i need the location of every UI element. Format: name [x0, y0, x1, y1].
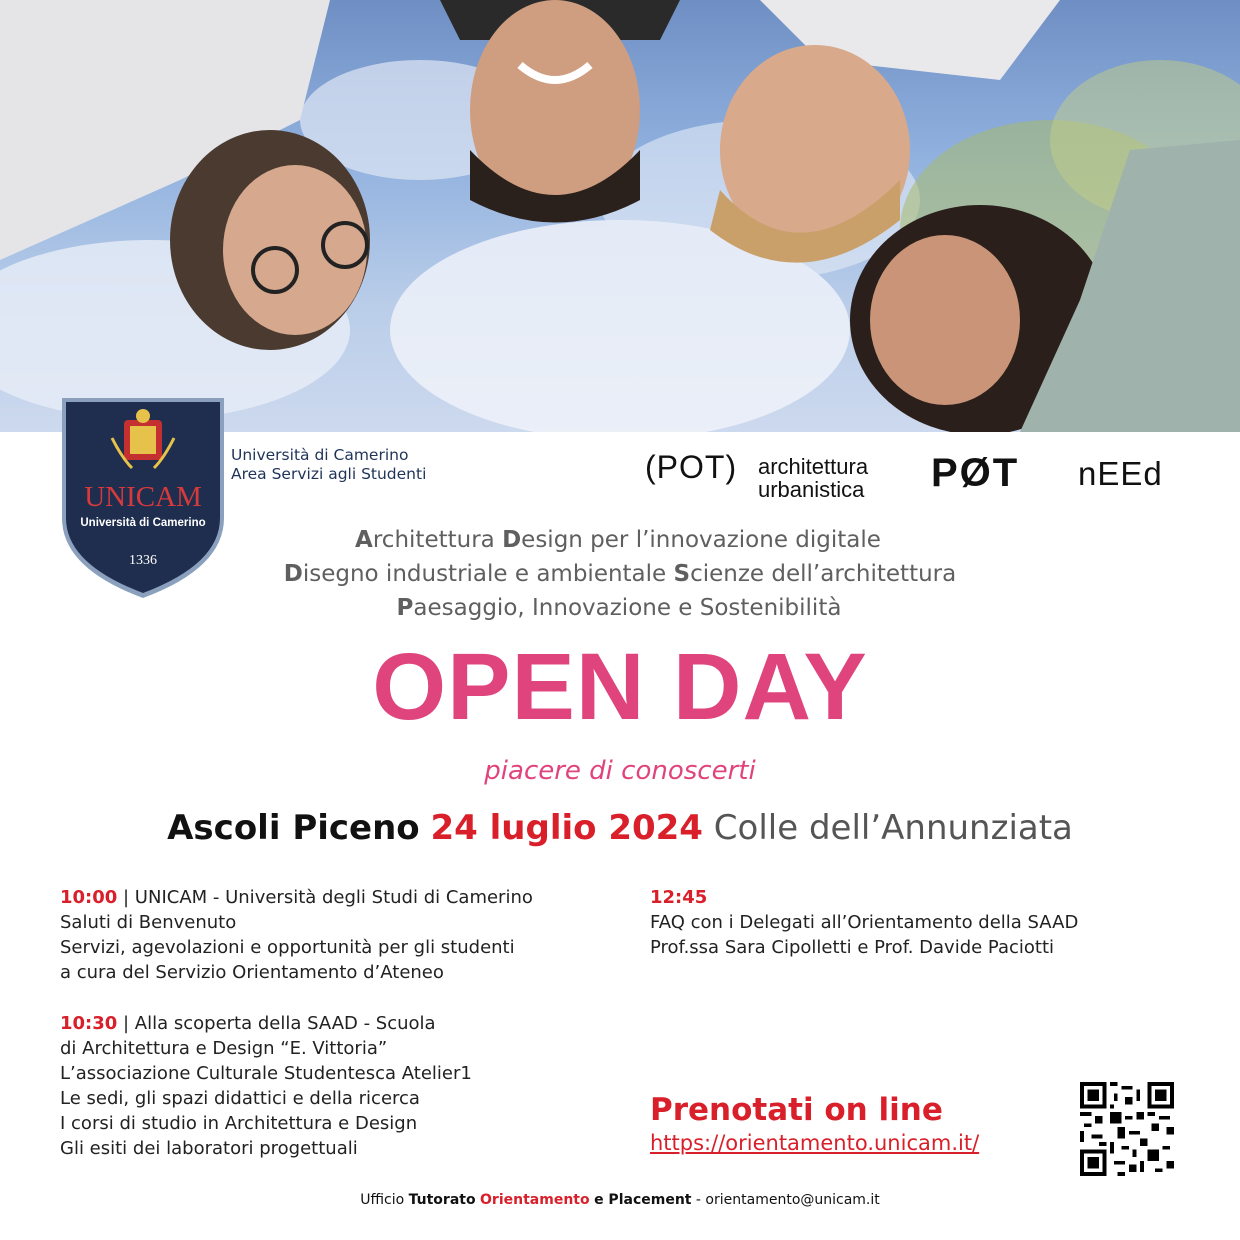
university-line2: Area Servizi agli Studenti [231, 465, 427, 483]
pot-sub-line1: architettura [758, 454, 869, 479]
logo-brand-full: Università di Camerino [80, 517, 206, 529]
course-initial: S [673, 561, 691, 587]
program-line: di Architettura e Design “E. Vittoria” [60, 1038, 388, 1059]
need-logo: nEEd [1078, 455, 1163, 492]
course-initial: A [355, 527, 373, 553]
university-name [231, 446, 426, 484]
program-line: FAQ con i Delegati all’Orientamento della SAAD [650, 912, 1079, 933]
course-initial: P [396, 595, 414, 621]
course-line-3 [0, 591, 1239, 625]
partner-logos [645, 447, 1205, 507]
course-rest: isegno industriale e ambientale [302, 561, 674, 587]
program-block-1000 [60, 885, 533, 985]
program-line: Servizi, agevolazioni e opportunità per gli studenti [60, 937, 515, 958]
pot-box-text: POT [656, 449, 726, 485]
pot-sub-line2: urbanistica [758, 477, 865, 502]
course-line-1 [0, 523, 1238, 557]
hero-illustration [0, 0, 1240, 432]
course-rest: aesaggio, Innovazione e Sostenibilità [413, 595, 842, 621]
event-info [0, 808, 1240, 848]
footer-prefix: Ufficio [360, 1192, 409, 1208]
hero-photo [0, 0, 1240, 432]
program-block-1030 [60, 1011, 472, 1161]
course-line-2 [0, 557, 1240, 591]
footer [0, 1192, 1240, 1208]
program-time: 10:30 [60, 1013, 118, 1034]
course-initial: D [283, 561, 303, 587]
logo-brand: UNICAM [84, 481, 202, 513]
course-rest: rchitettura [372, 527, 503, 553]
booking-link[interactable]: https://orientamento.unicam.it/ [650, 1131, 980, 1155]
page-title: OPEN DAY [372, 634, 868, 740]
footer-word-orientamento: Orientamento [480, 1192, 590, 1208]
program-time: 12:45 [650, 887, 708, 908]
page-subtitle: piacere di conoscerti [484, 756, 756, 786]
university-line1: Università di Camerino [231, 446, 409, 464]
program-line: Gli esiti dei laboratori progettuali [60, 1138, 358, 1159]
program-line: I corsi di studio in Architettura e Design [60, 1113, 418, 1134]
booking-title: Prenotati on line [650, 1092, 943, 1128]
event-city: Ascoli Piceno [167, 808, 420, 848]
course-rest: esign per l’innovazione digitale [521, 527, 881, 553]
event-date: 24 luglio 2024 [430, 808, 703, 848]
pot-subtitle [758, 455, 868, 501]
course-rest: cienze dell’architettura [690, 561, 957, 587]
program-line: | UNICAM - Università degli Studi di Camerino [117, 887, 533, 908]
program-line: Prof.ssa Sara Cipolletti e Prof. Davide Paciotti [650, 937, 1055, 958]
event-place: Colle dell’Annunziata [713, 808, 1073, 848]
program-line: | Alla scoperta della SAAD - Scuola [117, 1013, 436, 1034]
course-initial: D [502, 527, 522, 553]
program-time: 10:00 [60, 887, 118, 908]
courses-list [0, 523, 1240, 625]
program-line: L’associazione Culturale Studentesca Atelier1 [60, 1063, 472, 1084]
program-line: a cura del Servizio Orientamento d’Ateneo [60, 962, 444, 983]
program-line: Le sedi, gli spazi didattici e della ricerca [60, 1088, 420, 1109]
qr-code[interactable] [1080, 1082, 1174, 1176]
footer-word-tutorato: Tutorato [408, 1192, 476, 1208]
program-line: Saluti di Benvenuto [60, 912, 237, 933]
logo-year: 1336 [129, 553, 157, 568]
pot-box-logo: (POT) [645, 449, 738, 485]
pot-logo: PØT [931, 451, 1020, 495]
footer-word-placement: e Placement [594, 1192, 692, 1208]
program-block-1245 [650, 885, 1078, 960]
footer-email: - orientamento@unicam.it [691, 1192, 880, 1208]
